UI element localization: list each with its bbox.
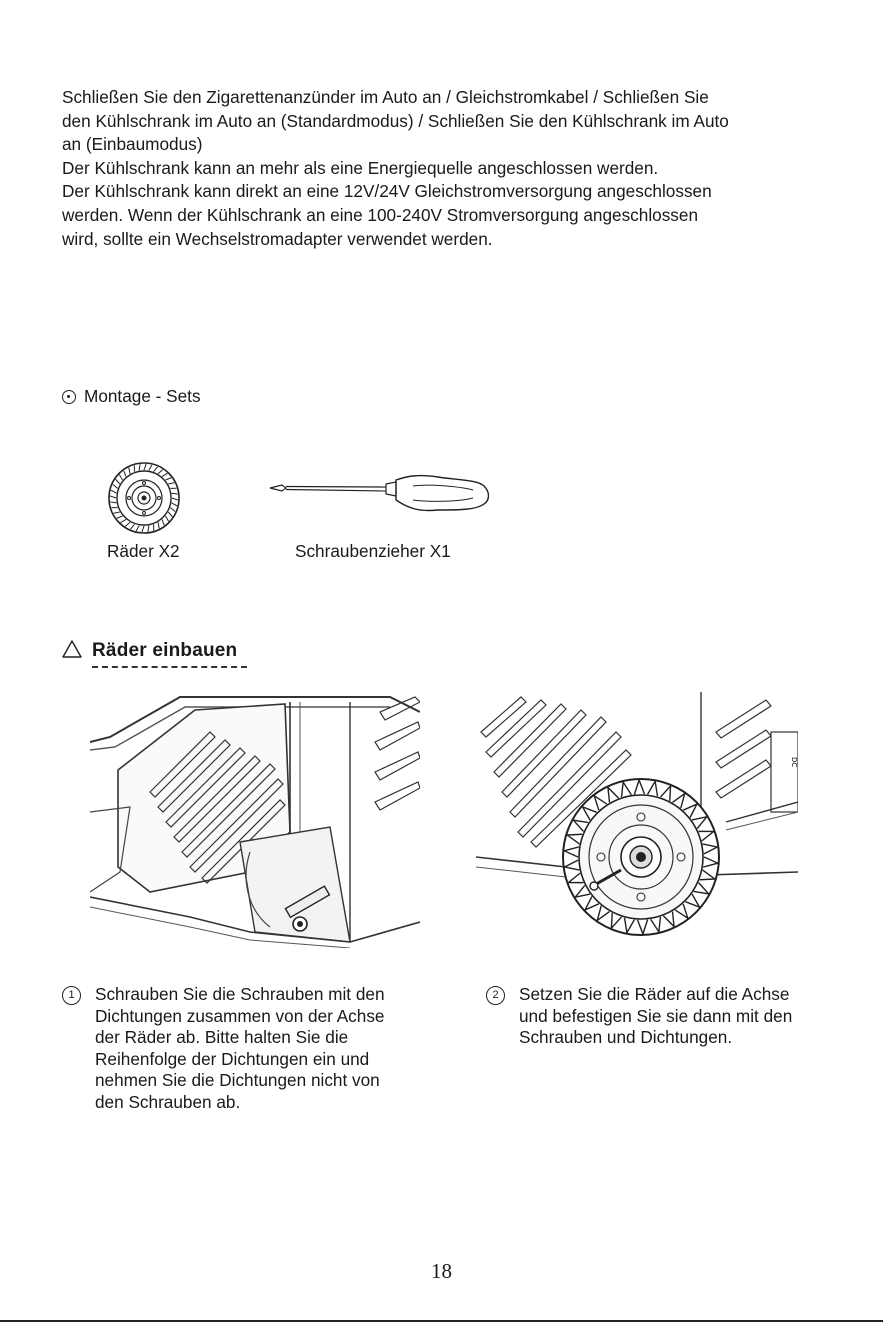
step-line: nehmen Sie die Dichtungen nicht von <box>95 1070 380 1091</box>
step-line: der Räder ab. Bitte halten Sie die <box>95 1027 349 1048</box>
intro-line: Schließen Sie den Zigarettenanzünder im Auto an / Gleichstromkabel / Schließen Sie <box>62 87 709 107</box>
warning-triangle-icon <box>62 640 82 658</box>
step-2 <box>486 984 792 1049</box>
target-bullet-icon <box>62 390 76 404</box>
wheel-caption: Räder X2 <box>107 541 180 561</box>
step-line: Schrauben und Dichtungen. <box>519 1027 733 1048</box>
intro-line: wird, sollte ein Wechselstromadapter verwendet werden. <box>62 228 493 249</box>
step-line: Setzen Sie die Räder auf die Achse <box>519 984 790 1004</box>
wheel-assembly <box>563 779 719 935</box>
step-line: Schrauben Sie die Schrauben mit den <box>95 984 385 1004</box>
step-line: und befestigen Sie sie dann mit den <box>519 1005 793 1026</box>
wheels-section-title <box>62 640 247 668</box>
kits-heading <box>62 386 201 407</box>
step-line: Reihenfolge der Dichtungen ein und <box>95 1048 370 1069</box>
wheel-icon <box>106 460 182 536</box>
intro-paragraph <box>62 86 842 251</box>
step-line: Dichtungen zusammen von der Achse <box>95 1005 385 1026</box>
page-number: 18 <box>431 1259 452 1283</box>
step-1 <box>62 984 385 1114</box>
bottom-rule <box>0 1320 883 1322</box>
intro-line: Der Kühlschrank kann direkt an eine 12V/24V Gleichstromversorgung angeschlossen <box>62 181 712 202</box>
dc-label-graphic: DC <box>790 757 798 768</box>
step-text <box>519 984 792 1049</box>
step-text <box>95 984 385 1114</box>
intro-line: werden. Wenn der Kühlschrank an eine 100-240V Stromversorgung angeschlossen <box>62 204 699 225</box>
step-number: 1 <box>62 986 81 1005</box>
step-number: 2 <box>486 986 505 1005</box>
intro-line: Der Kühlschrank kann an mehr als eine Energiequelle angeschlossen werden. <box>62 157 659 178</box>
intro-line: an (Einbaumodus) <box>62 134 203 155</box>
kits-heading-label: Montage - Sets <box>84 386 201 406</box>
screwdriver-icon <box>268 474 490 518</box>
step-line: den Schrauben ab. <box>95 1091 241 1112</box>
step1-image <box>90 692 420 948</box>
screwdriver-caption: Schraubenzieher X1 <box>295 541 451 561</box>
intro-line: den Kühlschrank im Auto an (Standardmodus) / Schließen Sie den Kühlschrank im Auto <box>62 110 729 131</box>
step2-image <box>476 692 798 948</box>
wheels-section-label: Räder einbauen <box>92 640 247 668</box>
